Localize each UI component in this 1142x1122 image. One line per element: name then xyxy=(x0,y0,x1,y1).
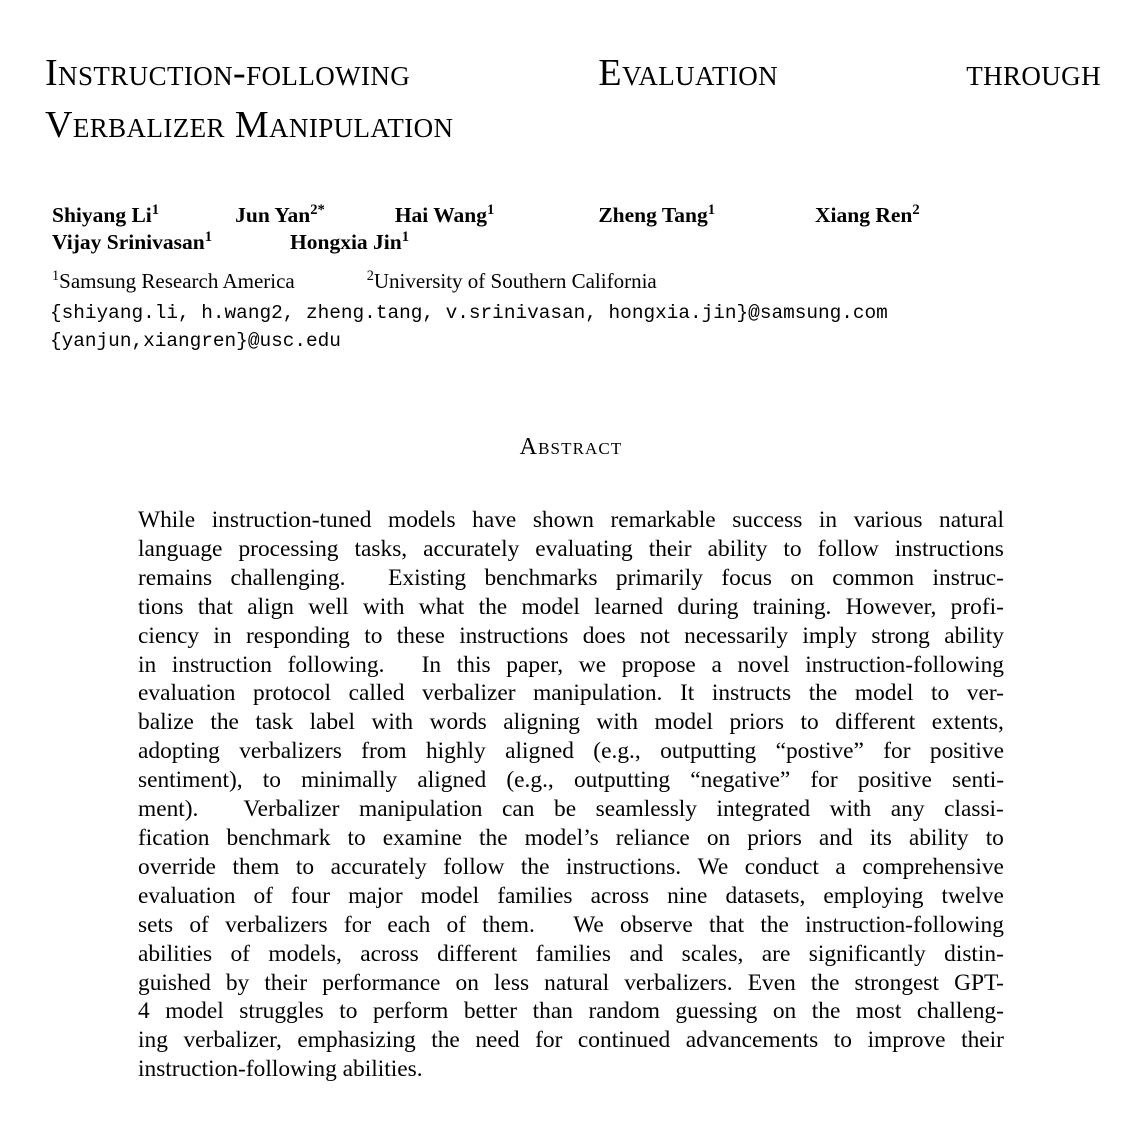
abstract-word: “postive” xyxy=(775,738,864,765)
abstract-word: model xyxy=(654,709,713,736)
abstract-line-words xyxy=(138,940,1004,969)
abstract-line-words xyxy=(138,853,1004,882)
abstract-word: families xyxy=(535,940,612,967)
abstract-word: performance xyxy=(322,969,441,996)
abstract-word: emphasizing xyxy=(297,1027,416,1054)
abstract-word: instruc- xyxy=(932,564,1004,591)
abstract-word: be xyxy=(554,796,577,823)
abstract-word: outputting xyxy=(660,738,757,765)
abstract-word: than xyxy=(532,998,573,1025)
abstract-word: of xyxy=(253,882,273,909)
abstract-line xyxy=(138,853,1004,882)
abstract-word: ability xyxy=(908,824,969,851)
abstract-word: scales, xyxy=(681,940,744,967)
author-name: Vijay Srinivasan$^1$ xyxy=(52,228,213,254)
abstract-word: for xyxy=(883,738,911,765)
abstract-word: protocol xyxy=(253,680,331,707)
abstract-word: abilities xyxy=(138,940,213,967)
abstract-word: Even xyxy=(747,969,796,996)
abstract-word: with xyxy=(371,709,414,736)
abstract-word: profi- xyxy=(950,593,1004,620)
abstract-word: manipulation xyxy=(359,796,483,823)
abstract-word: It xyxy=(679,680,695,707)
affiliation-marker: 2 xyxy=(366,268,374,284)
abstract-line-words xyxy=(138,679,1004,708)
author-name: Shiyang Li$^1$ xyxy=(52,201,160,227)
abstract-word: benchmark xyxy=(226,824,331,851)
abstract-word: instruction xyxy=(171,651,272,678)
abstract-word: propose xyxy=(621,651,696,678)
abstract-word: of xyxy=(446,911,466,938)
abstract-word: the xyxy=(811,998,841,1025)
abstract-line-words xyxy=(138,622,1004,651)
abstract-word: of xyxy=(230,940,250,967)
abstract-word: training. xyxy=(752,593,832,620)
abstract-word: verbalizers. xyxy=(624,969,733,996)
abstract-line-words xyxy=(138,708,1004,737)
abstract-word: with xyxy=(829,796,872,823)
abstract-word: ciency xyxy=(138,622,200,649)
abstract-word: by xyxy=(225,969,250,996)
abstract-line xyxy=(138,969,1004,998)
abstract-word: “negative” xyxy=(690,767,791,794)
abstract-line-words xyxy=(138,506,1004,535)
email-block xyxy=(50,300,1110,355)
affiliation-list xyxy=(52,268,1092,295)
abstract-word: adopting xyxy=(138,738,220,765)
abstract-word: highly xyxy=(425,738,486,765)
abstract-word: to xyxy=(930,680,950,707)
abstract-word: strong xyxy=(871,622,930,649)
abstract-word: remains xyxy=(138,564,213,591)
abstract-word: 4 xyxy=(138,998,150,1025)
abstract-word: does xyxy=(582,622,626,649)
abstract-word: on xyxy=(772,998,797,1025)
abstract-word: necessarily xyxy=(684,622,789,649)
abstract-line-words xyxy=(138,911,1004,940)
abstract-word: their xyxy=(648,535,692,562)
abstract-line-words xyxy=(138,535,1004,564)
abstract-word: for xyxy=(343,911,372,938)
abstract-word: model’s xyxy=(524,824,599,851)
abstract-word: the xyxy=(520,853,550,880)
abstract-word: better xyxy=(463,998,518,1025)
abstract-word: classi- xyxy=(944,796,1004,823)
abstract-word: instructions. xyxy=(566,853,682,880)
abstract-word: the xyxy=(810,969,840,996)
abstract-word: natural xyxy=(544,969,610,996)
abstract-word: for xyxy=(535,1027,563,1054)
abstract-line-words xyxy=(138,593,1004,622)
abstract-line xyxy=(138,564,1004,593)
abstract-word: their xyxy=(961,1027,1004,1054)
abstract-line xyxy=(138,708,1004,737)
abstract-line xyxy=(138,911,1004,940)
abstract-word: balize xyxy=(138,709,194,736)
abstract-word: aligned xyxy=(505,738,574,765)
author-affiliation-marker: 2 xyxy=(912,201,920,218)
abstract-word: learned xyxy=(594,593,664,620)
abstract-word xyxy=(364,564,370,593)
abstract-word: datasets, xyxy=(725,882,806,909)
abstract-word: follow xyxy=(817,535,879,562)
abstract-word: aligned xyxy=(417,767,487,794)
abstract-line-words xyxy=(138,1026,1004,1055)
abstract-word: label xyxy=(309,709,356,736)
abstract-word: model xyxy=(165,998,224,1025)
abstract-word: advancements xyxy=(685,1027,819,1054)
author-affiliation-marker: 1 xyxy=(401,228,410,245)
abstract-word: evaluating xyxy=(535,535,633,562)
abstract-word: override xyxy=(138,853,216,880)
abstract-word: a xyxy=(835,853,846,880)
abstract-word: ment). xyxy=(138,796,199,823)
abstract-word: natural xyxy=(939,507,1004,533)
title-word: Evaluation xyxy=(598,52,779,94)
title-line-1 xyxy=(45,47,1101,99)
abstract-word: can xyxy=(502,796,535,823)
abstract-word: (e.g., xyxy=(506,767,554,794)
abstract-word: accurately xyxy=(423,535,520,562)
abstract-line xyxy=(138,506,1004,535)
abstract-word: We xyxy=(573,911,604,938)
abstract-word: from xyxy=(361,738,407,765)
abstract-word: the xyxy=(431,1027,460,1054)
abstract-word: not xyxy=(639,622,670,649)
abstract-word: distin- xyxy=(944,940,1004,967)
abstract-word: instruction-following abilities. xyxy=(138,1056,423,1083)
abstract-word: instructions xyxy=(459,622,569,649)
abstract-word: called xyxy=(348,680,405,707)
abstract-word: instruction-tuned xyxy=(211,507,372,533)
abstract-word: positive xyxy=(857,767,932,794)
abstract-word xyxy=(218,795,224,824)
abstract-word: instruction-following xyxy=(805,911,1004,938)
abstract-line xyxy=(138,824,1004,853)
abstract-line-words xyxy=(138,1055,1004,1084)
abstract-word: ver- xyxy=(966,680,1004,707)
abstract-word: and xyxy=(629,940,664,967)
title-word: through xyxy=(966,52,1101,94)
abstract-word: instruction-following xyxy=(805,651,1004,678)
abstract-word: observe xyxy=(620,911,693,938)
abstract-word: in xyxy=(818,507,838,533)
abstract-word: struggles xyxy=(239,998,324,1025)
abstract-word: different xyxy=(437,940,518,967)
title-word: Instruction-following xyxy=(45,52,411,94)
abstract-word: of xyxy=(189,911,209,938)
abstract-word: strongest xyxy=(854,969,939,996)
abstract-word: its xyxy=(869,824,892,851)
abstract-word: novel xyxy=(737,651,790,678)
abstract-word: evaluation xyxy=(138,882,236,909)
author-list xyxy=(52,202,1092,256)
abstract-line-words xyxy=(138,564,1004,593)
abstract-word: that xyxy=(197,593,233,620)
abstract-word: the xyxy=(479,824,508,851)
abstract-word: these xyxy=(396,622,445,649)
abstract-word: ability xyxy=(944,622,1004,649)
abstract-word: nine xyxy=(667,882,708,909)
abstract-word: accurately xyxy=(330,853,427,880)
abstract-word: need xyxy=(475,1027,520,1054)
abstract-word: well xyxy=(308,593,349,620)
email-line: {shiyang.li, h.wang2, zheng.tang, v.srinivasan, hongxia.jin}@samsung.com xyxy=(50,302,888,324)
abstract-line xyxy=(138,651,1004,680)
abstract-word: we xyxy=(578,651,607,678)
affiliation-name: University of Southern California xyxy=(373,269,657,293)
abstract-word: Verbalizer xyxy=(243,796,340,823)
abstract-word: during xyxy=(677,593,739,620)
abstract-word: models xyxy=(388,507,456,533)
abstract-word: remarkable xyxy=(610,507,716,533)
abstract-word: (e.g., xyxy=(593,738,641,765)
abstract-line-words xyxy=(138,766,1004,795)
abstract-word: following. xyxy=(287,651,385,678)
abstract-word: outputting xyxy=(573,767,671,794)
abstract-word: processing xyxy=(238,535,339,562)
abstract-word: to xyxy=(985,824,1004,851)
abstract-word: verbalizer, xyxy=(183,1027,282,1054)
abstract-word: different xyxy=(835,709,916,736)
author-affiliation-marker: 2* xyxy=(310,201,325,218)
abstract-word: manipulation. xyxy=(533,680,663,707)
abstract-word: the xyxy=(210,709,239,736)
author-name: Zheng Tang$^1$ xyxy=(598,201,716,227)
abstract-word: language xyxy=(138,535,223,562)
abstract-body xyxy=(138,506,1004,1084)
abstract-word: to xyxy=(295,853,315,880)
abstract-word: model xyxy=(420,882,480,909)
abstract-word: comprehensive xyxy=(862,853,1004,880)
abstract-line xyxy=(138,1055,1004,1084)
abstract-word: benchmarks xyxy=(484,564,598,591)
abstract-word: in xyxy=(213,622,232,649)
abstract-word: evaluation xyxy=(138,680,236,707)
abstract-word: have xyxy=(472,507,517,533)
abstract-word: senti- xyxy=(952,767,1004,794)
email-line: {yanjun,xiangren}@usc.edu xyxy=(50,329,341,352)
abstract-word: We xyxy=(697,853,729,880)
abstract-line-words xyxy=(138,969,1004,998)
abstract-word: model xyxy=(521,593,580,620)
abstract-word: the xyxy=(478,593,508,620)
abstract-word: success xyxy=(732,507,803,533)
abstract-word: the xyxy=(808,680,838,707)
abstract-word: perform xyxy=(372,998,449,1025)
abstract-word: task xyxy=(255,709,294,736)
abstract-word: instructions xyxy=(894,535,1004,562)
affiliation xyxy=(367,269,657,293)
abstract-line-words xyxy=(138,824,1004,853)
abstract-word: in xyxy=(138,651,157,678)
abstract-word: various xyxy=(853,507,923,533)
abstract-line xyxy=(138,940,1004,969)
abstract-word: conduct xyxy=(744,853,819,880)
abstract-line xyxy=(138,535,1004,564)
abstract-heading: Abstract xyxy=(519,434,623,460)
abstract-word: verbalizer xyxy=(422,680,516,707)
author-row-1 xyxy=(52,202,1092,229)
abstract-word: random xyxy=(588,998,660,1025)
abstract-word: most xyxy=(855,998,902,1025)
abstract-line xyxy=(138,795,1004,824)
abstract-word: responding xyxy=(245,622,350,649)
abstract-word: verbalizers xyxy=(239,738,342,765)
abstract-word: on xyxy=(790,564,814,591)
abstract-word: instructs xyxy=(711,680,792,707)
abstract-word: model xyxy=(854,680,914,707)
abstract-word: on xyxy=(706,824,731,851)
abstract-line xyxy=(138,997,1004,1026)
abstract-word: continued xyxy=(577,1027,671,1054)
abstract-word: for xyxy=(810,767,838,794)
abstract-word: challeng- xyxy=(916,998,1004,1025)
abstract-word: examine xyxy=(382,824,462,851)
abstract-word: positive xyxy=(929,738,1004,765)
abstract-word: what xyxy=(418,593,465,620)
abstract-word: with xyxy=(596,709,639,736)
abstract-word: to xyxy=(783,535,802,562)
abstract-line xyxy=(138,593,1004,622)
abstract-word: guessing xyxy=(675,998,758,1025)
abstract-word: integrated xyxy=(716,796,811,823)
abstract-word: improve xyxy=(867,1027,946,1054)
abstract-line xyxy=(138,679,1004,708)
abstract-word: to xyxy=(833,1027,852,1054)
abstract-word: to xyxy=(800,709,819,736)
abstract-word: ability xyxy=(707,535,768,562)
abstract-word: and xyxy=(818,824,853,851)
abstract-line-words xyxy=(138,795,1004,824)
abstract-word: extents, xyxy=(931,709,1004,736)
abstract-line-words xyxy=(138,997,1004,1026)
abstract-word: this xyxy=(456,651,491,678)
abstract-word: shown xyxy=(532,507,594,533)
abstract-word: guished xyxy=(138,969,211,996)
title-line-2: Verbalizer Manipulation xyxy=(45,104,454,146)
abstract-word: paper, xyxy=(506,651,564,678)
abstract-word: minimally xyxy=(301,767,398,794)
author-affiliation-marker: 1 xyxy=(151,201,160,218)
abstract-word: to xyxy=(262,767,281,794)
abstract-word: them. xyxy=(482,911,535,938)
abstract-word: models, xyxy=(268,940,342,967)
abstract-word: tions xyxy=(138,593,184,620)
abstract-word: verbalizers xyxy=(225,911,328,938)
abstract-word: to xyxy=(364,622,383,649)
abstract-word xyxy=(551,911,557,940)
paper-title xyxy=(45,47,1101,151)
abstract-word: on xyxy=(455,969,479,996)
author-affiliation-marker: 1 xyxy=(487,201,495,218)
abstract-word: families xyxy=(497,882,573,909)
abstract-word: seamlessly xyxy=(595,796,697,823)
abstract-word: sentiment), xyxy=(138,767,243,794)
author-affiliation-marker: 1 xyxy=(707,201,716,218)
abstract-word: sets xyxy=(138,911,174,938)
abstract-word: ing xyxy=(138,1027,168,1054)
abstract-word: a xyxy=(711,651,722,678)
abstract-line xyxy=(138,737,1004,766)
abstract-word: less xyxy=(494,969,530,996)
author-row-2 xyxy=(52,229,1092,256)
abstract-word: follow xyxy=(443,853,505,880)
abstract-word: are xyxy=(761,940,791,967)
abstract-word: employing xyxy=(823,882,924,909)
abstract-line-words xyxy=(138,737,1004,766)
abstract-word: However, xyxy=(845,593,937,620)
author-name: Xiang Ren$^2$ xyxy=(815,201,920,227)
abstract-line xyxy=(138,766,1004,795)
abstract-word: challenging. xyxy=(230,564,346,591)
abstract-word: Existing xyxy=(388,564,467,591)
abstract-line xyxy=(138,1026,1004,1055)
abstract-word: common xyxy=(832,564,915,591)
abstract-word: each xyxy=(387,911,431,938)
affiliation xyxy=(52,269,295,293)
abstract-word: priors xyxy=(729,709,785,736)
abstract-word: imply xyxy=(802,622,858,649)
affiliation-name: Samsung Research America xyxy=(59,269,295,293)
abstract-word xyxy=(400,651,406,680)
abstract-word: to xyxy=(339,998,358,1025)
abstract-word: the xyxy=(760,911,789,938)
abstract-word: them xyxy=(232,853,280,880)
abstract-word: primarily xyxy=(615,564,703,591)
abstract-word: While xyxy=(138,507,196,533)
abstract-word: priors xyxy=(747,824,802,851)
abstract-line-words xyxy=(138,882,1004,911)
abstract-word: twelve xyxy=(941,882,1004,909)
abstract-line-words xyxy=(138,651,1004,680)
abstract-word: fication xyxy=(138,824,210,851)
abstract-word: their xyxy=(264,969,308,996)
abstract-word: aligning xyxy=(503,709,580,736)
abstract-word: focus xyxy=(721,564,773,591)
abstract-word: In xyxy=(421,651,442,678)
abstract-word: with xyxy=(362,593,405,620)
abstract-word: any xyxy=(890,796,925,823)
abstract-word: tasks, xyxy=(354,535,408,562)
author-affiliation-marker: 1 xyxy=(204,228,213,245)
abstract-word: major xyxy=(348,882,403,909)
abstract-word: four xyxy=(291,882,331,909)
abstract-word: align xyxy=(247,593,294,620)
abstract-word: significantly xyxy=(808,940,926,967)
abstract-word: GPT- xyxy=(954,969,1004,996)
author-name: Jun Yan$^{2*}$ xyxy=(235,201,325,227)
abstract-line xyxy=(138,882,1004,911)
abstract-word: across xyxy=(360,940,419,967)
abstract-word: reliance xyxy=(615,824,690,851)
abstract-word: that xyxy=(709,911,745,938)
abstract-word: to xyxy=(347,824,366,851)
abstract-word: words xyxy=(429,709,487,736)
abstract-word: across xyxy=(590,882,650,909)
abstract-line xyxy=(138,622,1004,651)
affiliation-marker: 1 xyxy=(52,268,60,284)
author-name: Hongxia Jin$^1$ xyxy=(290,228,410,254)
author-name: Hai Wang$^1$ xyxy=(394,201,495,227)
